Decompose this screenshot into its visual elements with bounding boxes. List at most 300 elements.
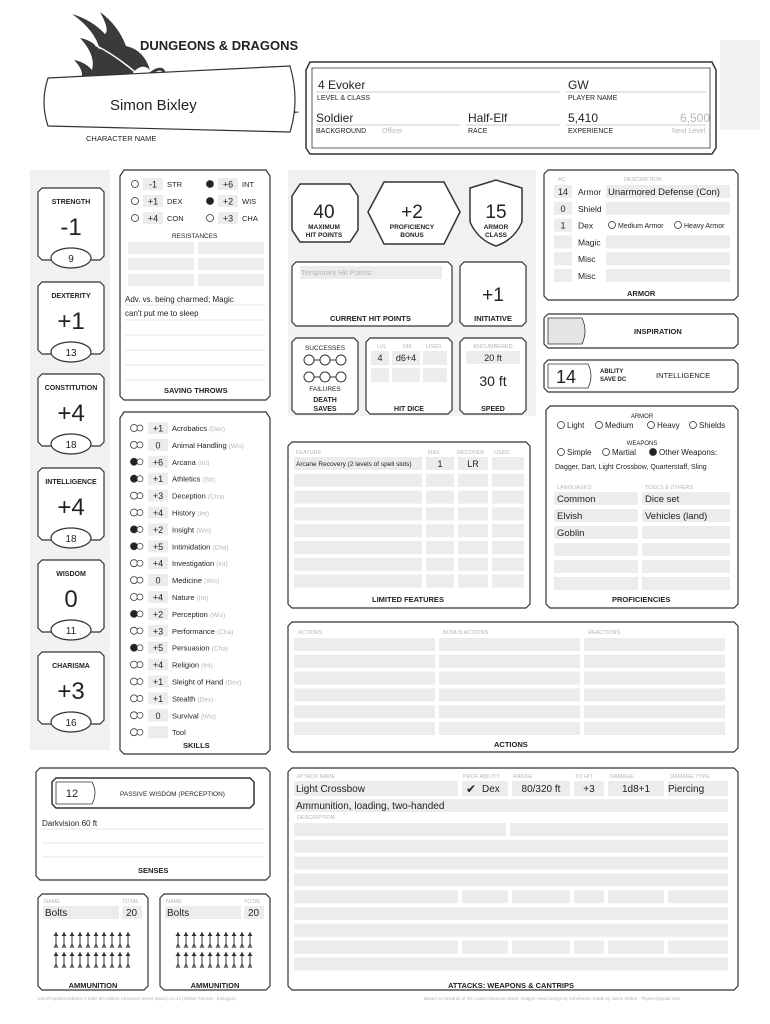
hit-dice-level[interactable]: 4 [377,353,383,363]
action-cell[interactable] [584,705,725,718]
armor-type: Dex [578,220,594,231]
save-value: +3 [222,213,234,224]
action-cell[interactable] [439,688,580,701]
proficiency-label1: PROFICIENCY [389,224,435,231]
ability-intelligence [38,468,104,548]
skill-proficiency-dot[interactable] [131,729,138,736]
experience-value[interactable]: 5,410 [568,111,599,125]
ammunition-box [38,894,148,990]
level-class-label: LEVEL & CLASS [317,95,371,102]
hit-dice-die[interactable]: d6+4 [395,353,417,363]
character-name[interactable]: Simon Bixley [110,97,197,114]
save-value: +6 [222,179,234,190]
actions-col-bonus: BONUS ACTIONS [443,630,489,636]
action-cell[interactable] [584,655,725,668]
save-ability: CON [167,214,184,223]
max-hp-label1: MAXIMUM [308,224,340,231]
attack-prof-check-icon[interactable]: ✔ [466,782,477,796]
ability-name: WISDOM [56,571,86,578]
attack-col-range: RANGE [513,774,533,780]
ammo-total[interactable]: 20 [126,908,138,919]
skill-proficiency-dot[interactable] [131,526,138,533]
actions-col-reactions: REACTIONS [588,630,621,636]
attack-empty-row[interactable] [294,823,728,836]
medium-armor-radio[interactable] [609,222,616,229]
skill-proficiency-dot[interactable] [131,441,138,448]
skill-value: +1 [152,423,164,434]
resistances-label: RESISTANCES [172,233,218,240]
skill-ability: (Int) [196,595,209,602]
armor-class-value[interactable]: 15 [485,202,507,223]
save-ability: CHA [242,214,258,223]
skill-expertise-dot[interactable] [137,560,143,566]
hit-dice-level-label: LVL [377,344,387,350]
armor-header-desc: DESCRIPTION [624,177,662,183]
race-value[interactable]: Half-Elf [468,111,508,125]
speed-value[interactable]: 30 ft [479,373,507,389]
armor-type: Armor [578,187,602,197]
attack-desc-label: DESCRIPTION [297,815,335,821]
action-cell[interactable] [439,672,580,685]
prof-option-radio[interactable] [690,422,697,429]
prof-option-label: Martial [612,448,637,457]
skill-expertise-dot[interactable] [137,594,143,600]
action-cell[interactable] [584,688,725,701]
skill-proficiency-dot[interactable] [131,475,138,482]
prof-option-label: Heavy [657,421,680,430]
skill-expertise-dot[interactable] [137,493,143,499]
skill-name: Acrobatics (Dex) [172,424,225,433]
ammo-name[interactable]: Bolts [45,908,68,919]
skill-value: +5 [152,643,164,654]
skill-proficiency-dot[interactable] [131,627,138,634]
proficiencies-title: PROFICIENCIES [612,595,671,604]
skill-expertise-dot[interactable] [137,611,143,617]
ammo-total-label: TOTAL [244,899,262,905]
skill-proficiency-dot[interactable] [131,492,138,499]
skill-expertise-dot[interactable] [137,628,143,634]
ability-name: CONSTITUTION [44,385,98,392]
skill-value: +3 [152,626,164,637]
ammo-total-label: TOTAL [122,899,140,905]
action-cell[interactable] [294,655,435,668]
skill-ability: (Dex) [197,696,214,704]
skill-expertise-dot[interactable] [137,425,143,431]
ammo-name[interactable]: Bolts [167,908,190,919]
ability-name: DEXTERITY [51,293,91,300]
skill-name: History (Int) [172,508,209,518]
skill-ability: (Int) [216,561,228,569]
passive-perception-value[interactable]: 12 [65,788,79,800]
skill-proficiency-dot[interactable] [131,610,138,617]
speed-label: SPEED [481,406,505,413]
level-class[interactable]: 4 Evoker [318,78,366,92]
armor-ac-value[interactable]: 0 [560,203,566,214]
skill-expertise-dot[interactable] [137,662,143,668]
ability-name: INTELLIGENCE [45,479,97,486]
armor-class-label2: CLASS [484,232,508,239]
hit-dice-die-label: DIE [403,344,413,350]
ammo-total[interactable]: 20 [248,908,260,919]
ability-score[interactable]: 9 [68,254,74,265]
skill-value: +2 [152,609,164,620]
save-proficiency-dot[interactable] [207,215,214,222]
ability-wisdom [38,560,104,640]
passive-perception-label: PASSIVE WISDOM (PERCEPTION) [120,791,225,798]
skill-value: 0 [155,575,161,586]
skill-name: Tool [172,728,186,738]
background-hint: Officer [382,128,403,135]
armor-type: Misc [578,254,596,265]
armor-row-armor[interactable] [554,185,730,198]
skill-ability: (Cha) [217,628,234,636]
skill-ability: (Dex) [209,426,225,433]
armor-ac-value[interactable]: 14 [557,187,569,197]
skill-expertise-dot[interactable] [137,526,143,532]
attack-empty-row[interactable] [294,957,728,970]
skill-value: +3 [152,491,164,502]
armor-class-label1: ARMOR [483,224,509,231]
save-value: -1 [148,179,158,190]
ability-constitution [38,374,104,454]
skill-expertise-dot[interactable] [137,577,143,583]
action-cell[interactable] [294,688,435,701]
inspiration-checkbox[interactable] [548,318,585,344]
skill-proficiency-dot[interactable] [131,594,138,601]
prof-option-otherweapons[interactable] [650,448,718,457]
experience-label: EXPERIENCE [568,128,614,135]
death-saves-label1: DEATH [313,397,337,404]
attack-col-hit: TO HIT [575,774,593,780]
spell-save-dc-label1: ABILITY [600,369,624,375]
attack-range[interactable]: 80/320 ft [521,784,561,795]
save-proficiency-dot[interactable] [132,181,139,188]
prof-option-radio[interactable] [558,449,565,456]
player-name[interactable]: GW [568,78,589,92]
skill-proficiency-dot[interactable] [131,695,138,702]
language-item[interactable]: Goblin [557,528,585,539]
action-cell[interactable] [439,705,580,718]
save-ability: STR [167,180,182,189]
footer-left: MorePurpleMoreBetter's D&D 5th edition Character Sheet (Basic) v1.41 (Winter Friends - Epilogue) [38,996,236,1001]
saves-note-line1: Adv. vs. being charmed; Magic [125,295,234,304]
armor-row-magic[interactable] [554,235,730,248]
death-failure-circles[interactable] [304,372,346,382]
action-cell[interactable] [294,672,435,685]
action-cell[interactable] [439,655,580,668]
ability-score[interactable]: 18 [65,440,77,451]
spell-save-dc-ability: INTELLIGENCE [656,371,711,380]
action-cell[interactable] [294,722,435,735]
max-hp-label2: HIT POINTS [305,232,343,239]
skill-value: +4 [152,558,164,569]
ability-score[interactable]: 11 [65,626,77,637]
armor-description[interactable]: Unarmored Defense (Con) [608,187,720,198]
lf-col-used: USED [494,450,510,456]
header-info-box [306,62,716,154]
prof-option-label: Light [567,421,585,430]
skill-value: 0 [155,710,161,721]
limited-feature-recover[interactable]: LR [467,459,479,469]
action-cell[interactable] [294,638,435,651]
attack-empty-row[interactable] [294,840,728,853]
attack-description[interactable]: Ammunition, loading, two-handed [296,801,445,812]
ability-modifier[interactable]: +4 [57,494,85,521]
actions-col-actions: ACTIONS [298,630,323,636]
skill-value: +4 [152,660,164,671]
spell-save-dc-label2: SAVE DC [600,377,627,383]
attack-empty-row[interactable] [294,907,728,920]
skills-title: SKILLS [183,741,210,750]
death-success-circles[interactable] [304,355,346,365]
skill-expertise-dot[interactable] [137,510,143,516]
skill-expertise-dot[interactable] [137,543,143,549]
skill-expertise-dot[interactable] [137,695,143,701]
attack-to-hit[interactable]: +3 [583,784,595,795]
skill-ability: (Cha) [207,493,225,501]
next-level-value: 6,500 [680,111,711,125]
action-cell[interactable] [294,705,435,718]
attack-name[interactable]: Light Crossbow [296,784,365,795]
armor-type: Shield [578,203,602,214]
skill-name: Sleight of Hand (Dex) [172,677,242,687]
save-ability: DEX [167,197,183,206]
skill-value: +1 [152,474,164,485]
armor-ac-value[interactable]: 1 [560,220,566,231]
attack-damage-type[interactable]: Piercing [668,784,705,795]
prof-weapons-text: Dagger, Dart, Light Crossbow, Quarterstaff, Sling [555,464,707,471]
encumbered-label: ENCUMBERED [473,344,513,350]
save-proficiency-dot[interactable] [207,198,214,205]
skill-ability: (Wis) [200,713,216,721]
skill-proficiency-dot[interactable] [131,644,138,651]
skill-name: Perception (Wis) [172,609,226,619]
save-proficiency-dot[interactable] [207,181,214,188]
initiative-label: INITIATIVE [474,314,512,323]
save-proficiency-dot[interactable] [132,198,139,205]
ability-name: STRENGTH [51,199,91,206]
attack-empty-row[interactable] [294,924,728,937]
armor-title: ARMOR [627,289,656,298]
prof-weapons-label: WEAPONS [626,441,658,447]
prof-option-radio[interactable] [648,422,655,429]
limited-feature-max[interactable]: 1 [437,459,443,469]
ability-name: CHARISMA [52,663,90,670]
skill-proficiency-dot[interactable] [131,661,138,668]
action-cell[interactable] [584,638,725,651]
skill-proficiency-dot[interactable] [131,425,138,432]
skill-value: +4 [152,592,164,603]
skill-value: +4 [152,508,164,518]
action-cell[interactable] [439,722,580,735]
ammo-title: AMMUNITION [68,981,118,990]
ammunition-box [160,894,270,990]
lf-col-recover: RECOVER [457,450,485,456]
skill-ability: (Cha) [212,544,229,552]
actions-title: ACTIONS [494,740,528,749]
skill-ability: (Wis) [209,611,226,619]
skill-expertise-dot[interactable] [137,645,143,651]
attacks-title: ATTACKS: WEAPONS & CANTRIPS [448,981,574,990]
skill-name: Religion (Int) [172,660,213,670]
skill-name: Deception (Cha) [172,491,225,501]
attack-empty-row[interactable] [294,857,728,870]
skill-ability: (Cha) [211,645,228,653]
saves-note-line2: can't put me to sleep [125,309,199,318]
character-name-label: CHARACTER NAME [86,134,157,143]
prof-option-radio[interactable] [558,422,565,429]
skill-proficiency-dot[interactable] [131,509,138,516]
ability-score[interactable]: 13 [65,348,77,359]
armor-type: Misc [578,271,596,281]
heavy-armor-label: Heavy Armor [684,223,725,230]
skill-expertise-dot[interactable] [137,712,143,718]
skill-ability: (Wis) [204,578,220,586]
senses-title: SENSES [138,866,169,875]
skill-value: +1 [152,677,164,687]
inspiration-label: INSPIRATION [634,327,682,336]
attack-damage[interactable]: 1d8+1 [621,784,651,795]
death-saves-label2: SAVES [313,406,337,413]
attack-col-name: ATTACK NAME [297,774,336,780]
action-cell[interactable] [584,672,725,685]
medium-armor-label: Medium Armor [618,223,664,230]
proficiency-label2: BONUS [400,232,424,239]
save-value: +1 [147,196,159,207]
skill-name: Survival (Wis) [172,711,216,721]
background-value[interactable]: Soldier [316,111,354,125]
prof-option-radio[interactable] [596,422,603,429]
skill-name: Intimidation (Cha) [172,542,229,552]
armor-row-shield[interactable] [554,202,730,215]
prof-armor-label: ARMOR [630,414,654,420]
skill-proficiency-dot[interactable] [131,577,138,584]
proficiency-value[interactable]: +2 [401,202,423,223]
ability-modifier[interactable]: +1 [57,308,85,335]
skill-ability: (Wis) [196,527,212,535]
skill-ability: (Int) [197,459,210,467]
temp-hp-label: Temporary Hit Points: [301,268,373,277]
skill-proficiency-dot[interactable] [131,712,138,719]
ability-strength [38,188,104,268]
player-name-label: PLAYER NAME [568,95,618,102]
ability-modifier[interactable]: +4 [57,400,85,427]
skill-expertise-dot[interactable] [137,679,143,685]
spell-save-dc-value[interactable]: 14 [555,367,577,387]
save-proficiency-dot[interactable] [132,215,139,222]
current-hp-label: CURRENT HIT POINTS [330,314,411,323]
armor-header-ac: AC [558,177,566,183]
skill-ability: (Wis) [228,442,244,450]
action-cell[interactable] [584,722,725,735]
saving-throws-title: SAVING THROWS [164,386,228,395]
ability-score[interactable]: 18 [65,534,77,545]
lf-col-feature: FEATURE [296,450,322,456]
skill-expertise-dot[interactable] [137,459,143,465]
prof-tools-label: TOOLS & OTHERS [645,485,694,491]
skill-name: Athletics (Str) [172,474,216,484]
brand-title: DUNGEONS & DRAGONS [140,38,299,53]
save-ability: INT [242,180,255,189]
prof-option-label: Medium [605,421,634,430]
ability-modifier[interactable]: +3 [57,678,85,705]
prof-option-light[interactable] [558,421,586,430]
save-value: +4 [147,213,159,224]
skill-expertise-dot[interactable] [137,476,143,482]
ability-dexterity [38,282,104,362]
footer-right: Based on Wizards of the Coast character sheet. Dragon Head design by Ashelrenin, made by Jason Wiltert - Pkyker@gmail.com [424,996,681,1001]
skill-name: Insight (Wis) [172,525,212,535]
attack-col-damage: DAMAGE [610,774,634,780]
race-label: RACE [468,128,488,135]
skill-ability: (Dex) [225,679,242,687]
skill-value: 0 [155,440,161,451]
attack-col-prof: PROF ABILITY [463,774,500,780]
skill-value: +5 [152,541,164,552]
attack-empty-row[interactable] [294,873,728,886]
prof-option-label: Simple [567,448,592,457]
skill-proficiency-dot[interactable] [131,458,138,465]
attack-col-type: DAMAGE TYPE [670,774,710,780]
tool-item[interactable]: Vehicles (land) [645,511,708,522]
ability-modifier[interactable]: 0 [64,586,78,613]
ammunition-boxes [38,894,270,990]
skill-proficiency-dot[interactable] [131,543,138,550]
save-value: +2 [222,196,234,207]
prof-option-heavy[interactable] [648,421,680,430]
skill-proficiency-dot[interactable] [131,560,138,567]
senses-note: Darkvision 60 ft [42,819,98,828]
skill-name: Investigation (Int) [172,559,228,569]
prof-option-radio[interactable] [603,449,610,456]
limited-feature-name[interactable]: Arcane Recovery (2 levels of spell slots) [296,461,412,468]
action-cell[interactable] [439,638,580,651]
ammo-name-label: NAME [44,899,60,905]
armor-row-misc[interactable] [554,252,730,265]
skill-name: Performance (Cha) [172,626,234,636]
prof-option-label: Other Weapons: [659,448,718,457]
skill-ability: (Int) [201,662,213,670]
prof-option-radio[interactable] [650,449,657,456]
max-hp-value[interactable]: 40 [313,202,335,223]
attack-prof-ability[interactable]: Dex [482,784,500,795]
death-saves-failures-label: FAILURES [309,386,341,393]
death-saves-successes-label: SUCCESSES [304,345,346,352]
heavy-armor-radio[interactable] [675,222,682,229]
hit-dice-used-label: USED [426,344,442,350]
save-ability: WIS [242,197,257,206]
encumbered-speed[interactable]: 20 ft [484,353,502,363]
armor-row-misc[interactable] [554,269,730,282]
prof-option-label: Shields [699,421,726,430]
language-item[interactable]: Elvish [557,511,583,522]
initiative-value[interactable]: +1 [482,285,504,306]
skill-value: +2 [152,524,164,535]
ability-modifier[interactable]: -1 [60,214,82,241]
skill-expertise-dot[interactable] [137,729,143,735]
skill-ability: (Int) [197,510,209,518]
tool-item[interactable]: Dice set [645,494,680,505]
skill-name: Arcana (Int) [172,457,210,467]
ability-score[interactable]: 16 [65,718,77,729]
next-level-label: Next Level [672,128,706,135]
ammo-title: AMMUNITION [190,981,240,990]
language-item[interactable]: Common [557,494,596,505]
prof-languages-label: LANGUAGES [557,485,592,491]
skill-proficiency-dot[interactable] [131,678,138,685]
skill-expertise-dot[interactable] [137,442,143,448]
ammo-name-label: NAME [166,899,182,905]
